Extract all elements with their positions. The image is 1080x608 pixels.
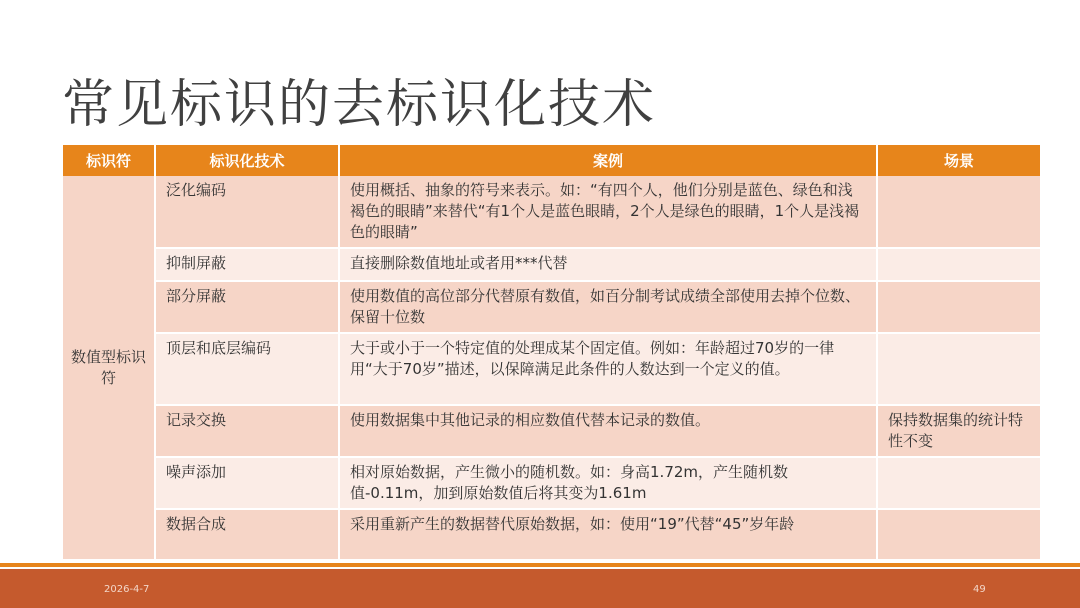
technique-table — [63, 145, 1042, 561]
technique-cell: 顶层和底层编码 — [155, 333, 339, 405]
table-row — [63, 176, 1041, 248]
scenario-cell: 保持数据集的统计特性不变 — [877, 405, 1041, 457]
footer-bar — [0, 569, 1080, 608]
example-cell: 使用数值的高位部分代替原有数值，如百分制考试成绩全部使用去掉个位数、保留十位数 — [339, 281, 877, 333]
example-cell: 相对原始数据，产生微小的随机数。如：身高1.72m，产生随机数值-0.11m，加到原始数值后将其变为1.61m — [339, 457, 877, 509]
slide-title: 常见标识的去标识化技术 — [62, 75, 657, 135]
header-technique: 标识化技术 — [155, 145, 339, 176]
example-cell: 大于或小于一个特定值的处理成某个固定值。例如：年龄超过70岁的一律用“大于70岁”描述，以保障满足此条件的人数达到一个定义的值。 — [339, 333, 877, 405]
footer-date: 2026-4-7 — [104, 584, 150, 595]
technique-cell: 抑制屏蔽 — [155, 248, 339, 281]
example-cell: 使用数据集中其他记录的相应数值代替本记录的数值。 — [339, 405, 877, 457]
table-row — [63, 281, 1041, 333]
category-cell: 数值型标识符 — [63, 176, 155, 560]
scenario-cell — [877, 457, 1041, 509]
example-cell: 直接删除数值地址或者用***代替 — [339, 248, 877, 281]
table-row — [63, 333, 1041, 405]
example-cell: 使用概括、抽象的符号来表示。如：“有四个人，他们分别是蓝色、绿色和浅褐色的眼睛”来替代“有1个人是蓝色眼睛，2个人是绿色的眼睛，1个人是浅褐色的眼睛” — [339, 176, 877, 248]
technique-cell: 部分屏蔽 — [155, 281, 339, 333]
table-row — [63, 405, 1041, 457]
technique-cell: 记录交换 — [155, 405, 339, 457]
scenario-cell — [877, 509, 1041, 560]
technique-cell: 泛化编码 — [155, 176, 339, 248]
header-example: 案例 — [339, 145, 877, 176]
table-row — [63, 457, 1041, 509]
header-scenario: 场景 — [877, 145, 1041, 176]
table-row — [63, 248, 1041, 281]
page-number: 49 — [973, 584, 986, 595]
header-identifier: 标识符 — [63, 145, 155, 176]
table-row — [63, 509, 1041, 560]
technique-cell: 噪声添加 — [155, 457, 339, 509]
technique-cell: 数据合成 — [155, 509, 339, 560]
scenario-cell — [877, 248, 1041, 281]
scenario-cell — [877, 176, 1041, 248]
example-cell: 采用重新产生的数据替代原始数据，如：使用“19”代替“45”岁年龄 — [339, 509, 877, 560]
table-header-row — [63, 145, 1041, 176]
scenario-cell — [877, 281, 1041, 333]
footer-accent-line — [0, 563, 1080, 567]
scenario-cell — [877, 333, 1041, 405]
